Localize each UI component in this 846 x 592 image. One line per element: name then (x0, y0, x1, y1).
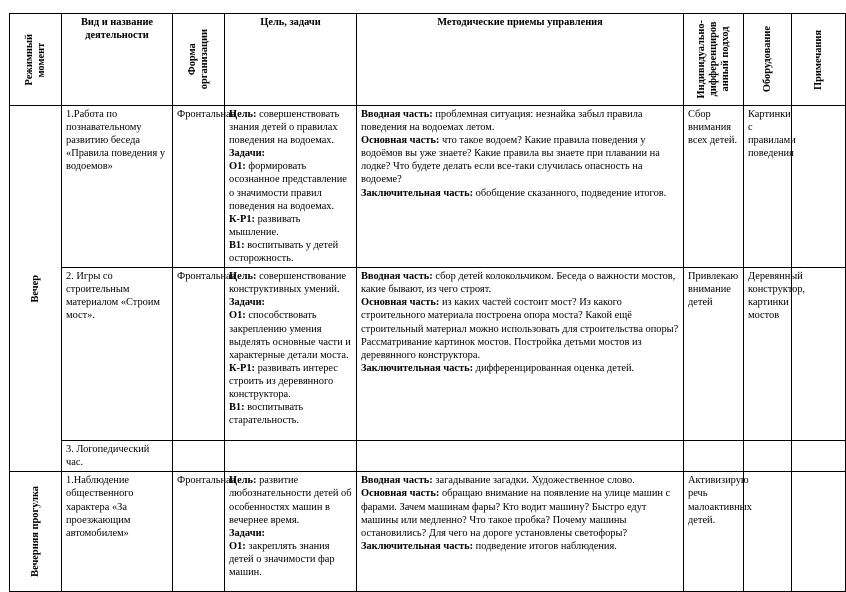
notes-cell (792, 472, 846, 592)
methods-cell: Вводная часть: сбор детей колокольчиком. Беседа о важности мостов, какие бывают, из чего строят. Основная часть: из каких частей состоит мост? Из какого строительного материала построена опора моста? Какой ещё строительный материал можно использовать для строительства опоры? Рассматривание картинок мостов. Постройка детьми мостов из деревянного конструктора. Заключительная часть: дифференцированная оценка детей. (357, 268, 684, 441)
section-walk: Вечерняя прогулка (10, 472, 62, 592)
header-equipment: Оборудование (744, 14, 792, 106)
equipment-cell: Деревянный конструктор, картинки мостов (744, 268, 792, 441)
table-row (10, 472, 846, 592)
activity-cell: 1.Работа по познавательному развитию беседа «Правила поведения у водоемов» (62, 106, 173, 268)
individual-cell (684, 441, 744, 472)
individual-cell: Привлекаю внимание детей (684, 268, 744, 441)
form-cell: Фронтальная (173, 472, 225, 592)
header-individual: Индивидуально- дифференциров анный подход (684, 14, 744, 106)
form-cell (173, 441, 225, 472)
table-row (10, 441, 846, 472)
section-evening: Вечер (10, 106, 62, 472)
notes-cell (792, 106, 846, 268)
table-row (10, 106, 846, 268)
header-activity: Вид и название деятельности (62, 14, 173, 106)
activity-cell: 2. Игры со строительным материалом «Строим мост». (62, 268, 173, 441)
equipment-cell: Картинки с правилами поведения (744, 106, 792, 268)
individual-cell: Активизирую речь малоактивных детей. (684, 472, 744, 592)
header-methods: Методические приемы управления (357, 14, 684, 106)
activity-cell: 1.Наблюдение общественного характера «За проезжающим автомобилем» (62, 472, 173, 592)
form-cell: Фронтальная (173, 268, 225, 441)
header-row (10, 14, 846, 106)
goal-cell: Цель: совершенствование конструктивных умений. Задачи: О1: способствовать закреплению умения выделять основные части и характерные детали моста. К-Р1: развивать интерес строить из деревянного конструктора. В1: воспитывать старательность. (225, 268, 357, 441)
header-notes: Примечания (792, 14, 846, 106)
form-cell: Фронтальная (173, 106, 225, 268)
goal-cell (225, 441, 357, 472)
notes-cell (792, 441, 846, 472)
methods-cell: Вводная часть: загадывание загадки. Художественное слово. Основная часть: обращаю внимание на появление на улице машин с фарами. Зачем машинам фары? Кто водит машину? Быстро едут машины или медленно? Что такое пробка? Почему машины остановились? Для чего на дороге установлены светофоры? Заключительная часть: подведение итогов наблюдения. (357, 472, 684, 592)
equipment-cell (744, 441, 792, 472)
equipment-cell (744, 472, 792, 592)
table-row (10, 268, 846, 441)
methods-cell (357, 441, 684, 472)
header-form: Форма организации (173, 14, 225, 106)
activity-cell: 3. Логопедический час. (62, 441, 173, 472)
header-goal: Цель, задачи (225, 14, 357, 106)
individual-cell: Сбор внимания всех детей. (684, 106, 744, 268)
goal-cell: Цель: совершенствовать знания детей о правилах поведения на водоемах. Задачи: О1: формировать осознанное представление о значимости правил поведения на водоемах. К-Р1: развивать мышление. В1: воспитывать у детей осторожность. (225, 106, 357, 268)
lesson-plan-table (9, 13, 846, 592)
goal-cell: Цель: развитие любознательности детей об особенностях машин в вечернее время. Задачи: О1: закреплять знания детей о значимости фар машин. (225, 472, 357, 592)
header-regime: Режимный момент (10, 14, 62, 106)
methods-cell: Вводная часть: проблемная ситуация: незнайка забыл правила поведения на водоемах летом. Основная часть: что такое водоем? Какие правила поведения у водоёмов вы уже знаете? Какие правила вы знаете при плавании на лодке? Что будете делать если все-таки случилась опасность на водоеме? Заключительная часть: обобщение сказанного, подведение итогов. (357, 106, 684, 268)
